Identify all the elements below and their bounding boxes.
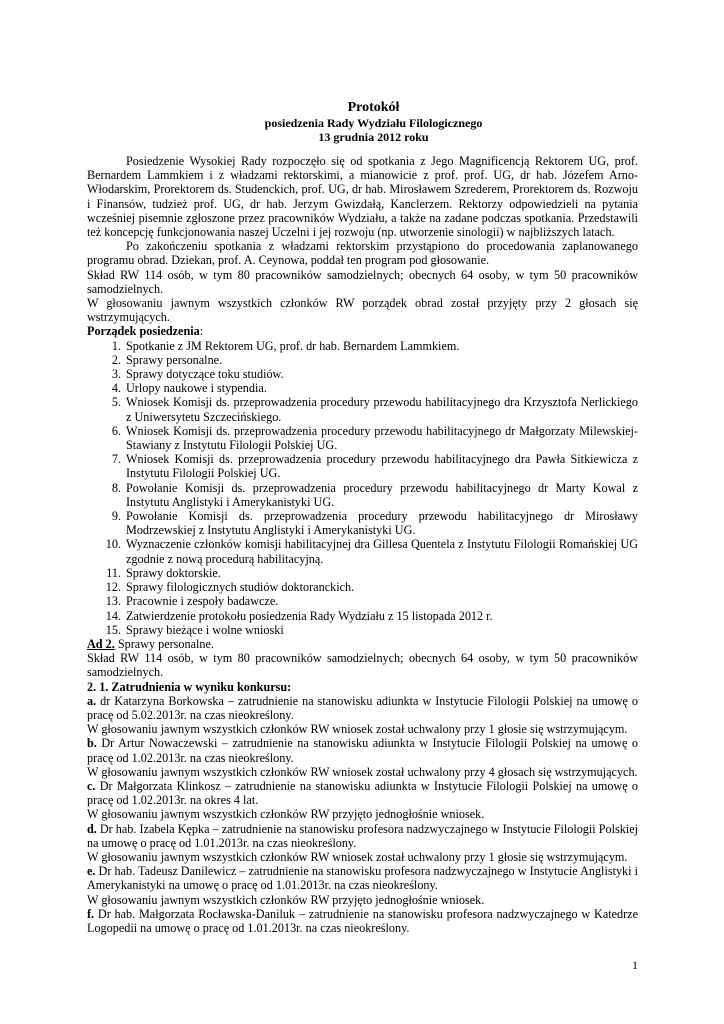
agenda-heading — [87, 324, 638, 338]
entry-letter: b. — [87, 736, 97, 751]
ad2-label: Ad 2. — [87, 636, 115, 651]
entry-c — [87, 779, 638, 807]
entry-b-vote: W głosowaniu jawnym wszystkich członków RW wniosek został uchwalony przy 4 głosach się wstrzymujących. — [87, 764, 638, 779]
agenda-item — [106, 565, 638, 580]
agenda-item — [105, 608, 638, 623]
agenda-item-text: Wniosek Komisji ds. przeprowadzenia procedury przewodu habilitacyjnego dra Krzysztofa Nerlickiego z Uniwersytetu Szczecińskiego. — [126, 395, 638, 424]
agenda-item — [105, 594, 638, 609]
agenda-item — [105, 622, 638, 637]
entry-b — [87, 736, 638, 764]
agenda-item — [111, 395, 638, 424]
agenda-item-number: 13. — [105, 594, 121, 609]
ad2-composition: Skład RW 114 osób, w tym 80 pracowników samodzielnych; obecnych 64 osoby, w tym 50 pracowników samodzielnych. — [87, 651, 638, 680]
agenda-item-number: 1. — [111, 338, 121, 353]
entry-text: Dr Artur Nowaczewski – zatrudnienie na stanowisku adiunkta w Instytucie Filologii Polskiej na umowę o pracę od 1.02.2013r. na czas nieokreślony. — [87, 736, 638, 765]
document-subtitle: posiedzenia Rady Wydziału Filologicznego — [264, 116, 483, 130]
agenda-item-number: 11. — [106, 565, 121, 580]
agenda-item-number: 9. — [111, 509, 121, 524]
entry-letter: e. — [87, 864, 96, 879]
document-page — [87, 100, 638, 935]
agenda-item-number: 12. — [105, 580, 121, 595]
agenda-item-number: 7. — [111, 452, 121, 467]
agenda-item — [111, 423, 638, 453]
intro-paragraph-1: Posiedzenie Wysokiej Rady rozpoczęło się od spotkania z Jego Magnificencją Rektorem UG, prof. Bernardem Lammkiem i z władzami rektorskimi, a mianowicie z prof. prof. UG, dr hab. Józefem Arno-Włodarskim, Prorektorem ds. Studenckich, prof. UG, dr hab. Mirosławem Szrederem, Prorektorem ds. Rozwoju i Finansów, tudzież prof. UG, dr hab. Jerzym Gwizdałą, Kanclerzem. Rektorzy odpowiedzieli na pytania wcześniej pisemnie zgłoszone przez pracowników Wydziału, a także na zadane podczas spotkania. Przedstawili też koncepcję funkcjonowania naszej Uczelni i jej rozwoju (np. utworzenie sinologii) w najbliższych latach. — [87, 154, 638, 240]
document-date: 13 grudnia 2012 roku — [318, 130, 429, 144]
agenda-item-text: Sprawy doktorskie. — [126, 565, 221, 580]
entry-text: Dr hab. Małgorzata Rocławska-Daniluk – zatrudnienie na stanowisku profesora nadzwyczajnego w Katedrze Logopedii na umowę o pracę od 1.01.2013r. na czas nieokreślony. — [87, 906, 638, 935]
agenda-item-number: 10. — [105, 537, 121, 552]
entry-e — [87, 864, 638, 892]
agenda-item — [111, 338, 638, 353]
entry-c-vote: W głosowaniu jawnym wszystkich członków RW przyjęto jednogłośnie wniosek. — [87, 807, 485, 822]
agenda-heading-text: Porządek posiedzenia — [87, 324, 200, 339]
agenda-item-text: Sprawy personalne. — [126, 352, 223, 367]
agenda-item-number: 8. — [111, 480, 121, 495]
agenda-item-text: Zatwierdzenie protokołu posiedzenia Rady Wydziału z 15 listopada 2012 r. — [126, 608, 493, 623]
agenda-item-number: 15. — [105, 622, 121, 637]
agenda-item-text: Wyznaczenie członków komisji habilitacyjnej dra Gillesa Quentela z Instytutu Filologii Romańskiej UG zgodnie z nową procedurą habilitacyjną. — [126, 537, 638, 566]
agenda-item-number: 6. — [111, 423, 121, 438]
agenda-item-number: 2. — [111, 352, 121, 367]
agenda-item — [111, 452, 638, 481]
vote-paragraph: W głosowaniu jawnym wszystkich członków RW porządek obrad został przyjęty przy 2 głosach się wstrzymujących. — [87, 296, 638, 325]
page-number: 1 — [632, 958, 638, 972]
entry-letter: f. — [87, 906, 95, 921]
entry-e-vote: W głosowaniu jawnym wszystkich członków RW przyjęto jednogłośnie wniosek. — [87, 892, 485, 907]
agenda-item-number: 14. — [105, 608, 121, 623]
document-title: Protokół — [347, 100, 400, 115]
entry-d — [87, 822, 638, 850]
agenda-item-number: 4. — [111, 381, 121, 396]
agenda-item-number: 3. — [111, 367, 121, 382]
intro-paragraph-2: Po zakończeniu spotkania z władzami rektorskim przystąpiono do procedowania zaplanowanego programu obrad. Dziekan, prof. A. Ceynowa, poddał ten program pod głosowanie. — [87, 239, 638, 268]
agenda-item — [111, 480, 638, 509]
entry-a — [87, 694, 638, 722]
composition-paragraph: Skład RW 114 osób, w tym 80 pracowników samodzielnych; obecnych 64 osoby, w tym 50 pracowników samodzielnych. — [87, 267, 638, 296]
entry-text: Dr Małgorzata Klinkosz – zatrudnienie na stanowisku adiunkta w Instytucie Filologii Polskiej na umowę o pracę od 1.02.2013r. na okres 4 lat. — [87, 778, 638, 808]
entry-letter: d. — [87, 821, 97, 836]
agenda-item-text: Spotkanie z JM Rektorem UG, prof. dr hab. Bernardem Lammkiem. — [126, 338, 460, 353]
agenda-item-text: Sprawy dotyczące toku studiów. — [126, 367, 284, 382]
agenda-item-text: Sprawy filologicznych studiów doktoranckich. — [126, 580, 355, 595]
agenda-item-text: Powołanie Komisji ds. przeprowadzenia procedury przewodu habilitacyjnego dr Mirosławy Modrzewskiej z Instytutu Anglistyki i Amerykanistyki UG. — [126, 509, 638, 538]
entry-text: dr Katarzyna Borkowska – zatrudnienie na stanowisku adiunkta w Instytucie Filologii Polskiej na umowę o pracę od 5.02.2013r. na czas nieokreślony. — [87, 693, 638, 722]
agenda-item — [105, 580, 638, 595]
agenda-item-text: Urlopy naukowe i stypendia. — [126, 381, 267, 396]
agenda-item — [111, 352, 638, 367]
agenda-item — [111, 381, 638, 396]
entry-a-vote: W głosowaniu jawnym wszystkich członków RW wniosek został uchwalony przy 1 głosie się wstrzymującym. — [87, 722, 628, 737]
agenda-item-number: 5. — [111, 395, 121, 410]
agenda-item-text: Powołanie Komisji ds. przeprowadzenia procedury przewodu habilitacyjnego dr Marty Kowal z Instytutu Anglistyki i Amerykanistyki UG. — [126, 480, 638, 509]
entry-d-vote: W głosowaniu jawnym wszystkich członków RW wniosek został uchwalony przy 1 głosie się wstrzymującym. — [87, 849, 628, 864]
ad2-title: Sprawy personalne. — [114, 636, 214, 651]
entry-letter: c. — [87, 778, 96, 793]
agenda-item — [111, 509, 638, 538]
section-heading: 2. 1. Zatrudnienia w wyniku konkursu: — [87, 679, 292, 694]
ad2-heading — [87, 637, 638, 651]
entry-text: Dr hab. Izabela Kępka – zatrudnienie na stanowisku profesora nadzwyczajnego w Instytucie Filologii Polskiej na umowę o pracę od 1.01.2013r. na czas nieokreślony. — [87, 821, 638, 850]
agenda-item-text: Pracownie i zespoły badawcze. — [126, 594, 279, 609]
entry-f — [87, 907, 638, 935]
agenda-item — [111, 367, 638, 382]
agenda-list — [87, 339, 638, 637]
entry-text: Dr hab. Tadeusz Danilewicz – zatrudnienie na stanowisku profesora nadzwyczajnego w Instytucie Anglistyki i Amerykanistyki na umowę o pracę od 1.01.2013r. na czas nieokreślony. — [87, 864, 638, 893]
agenda-item-text: Wniosek Komisji ds. przeprowadzenia procedury przewodu habilitacyjnego dr Małgorzaty Milewskiej-Stawiany z Instytutu Filologii Polskiej UG. — [126, 423, 638, 453]
entry-letter: a. — [87, 693, 97, 708]
agenda-item — [105, 537, 638, 566]
agenda-heading-colon: : — [199, 324, 204, 339]
agenda-item-text: Sprawy bieżące i wolne wnioski — [126, 622, 284, 637]
agenda-item-text: Wniosek Komisji ds. przeprowadzenia procedury przewodu habilitacyjnego dra Pawła Sitkiewicza z Instytutu Filologii Polskiej UG. — [126, 452, 638, 481]
